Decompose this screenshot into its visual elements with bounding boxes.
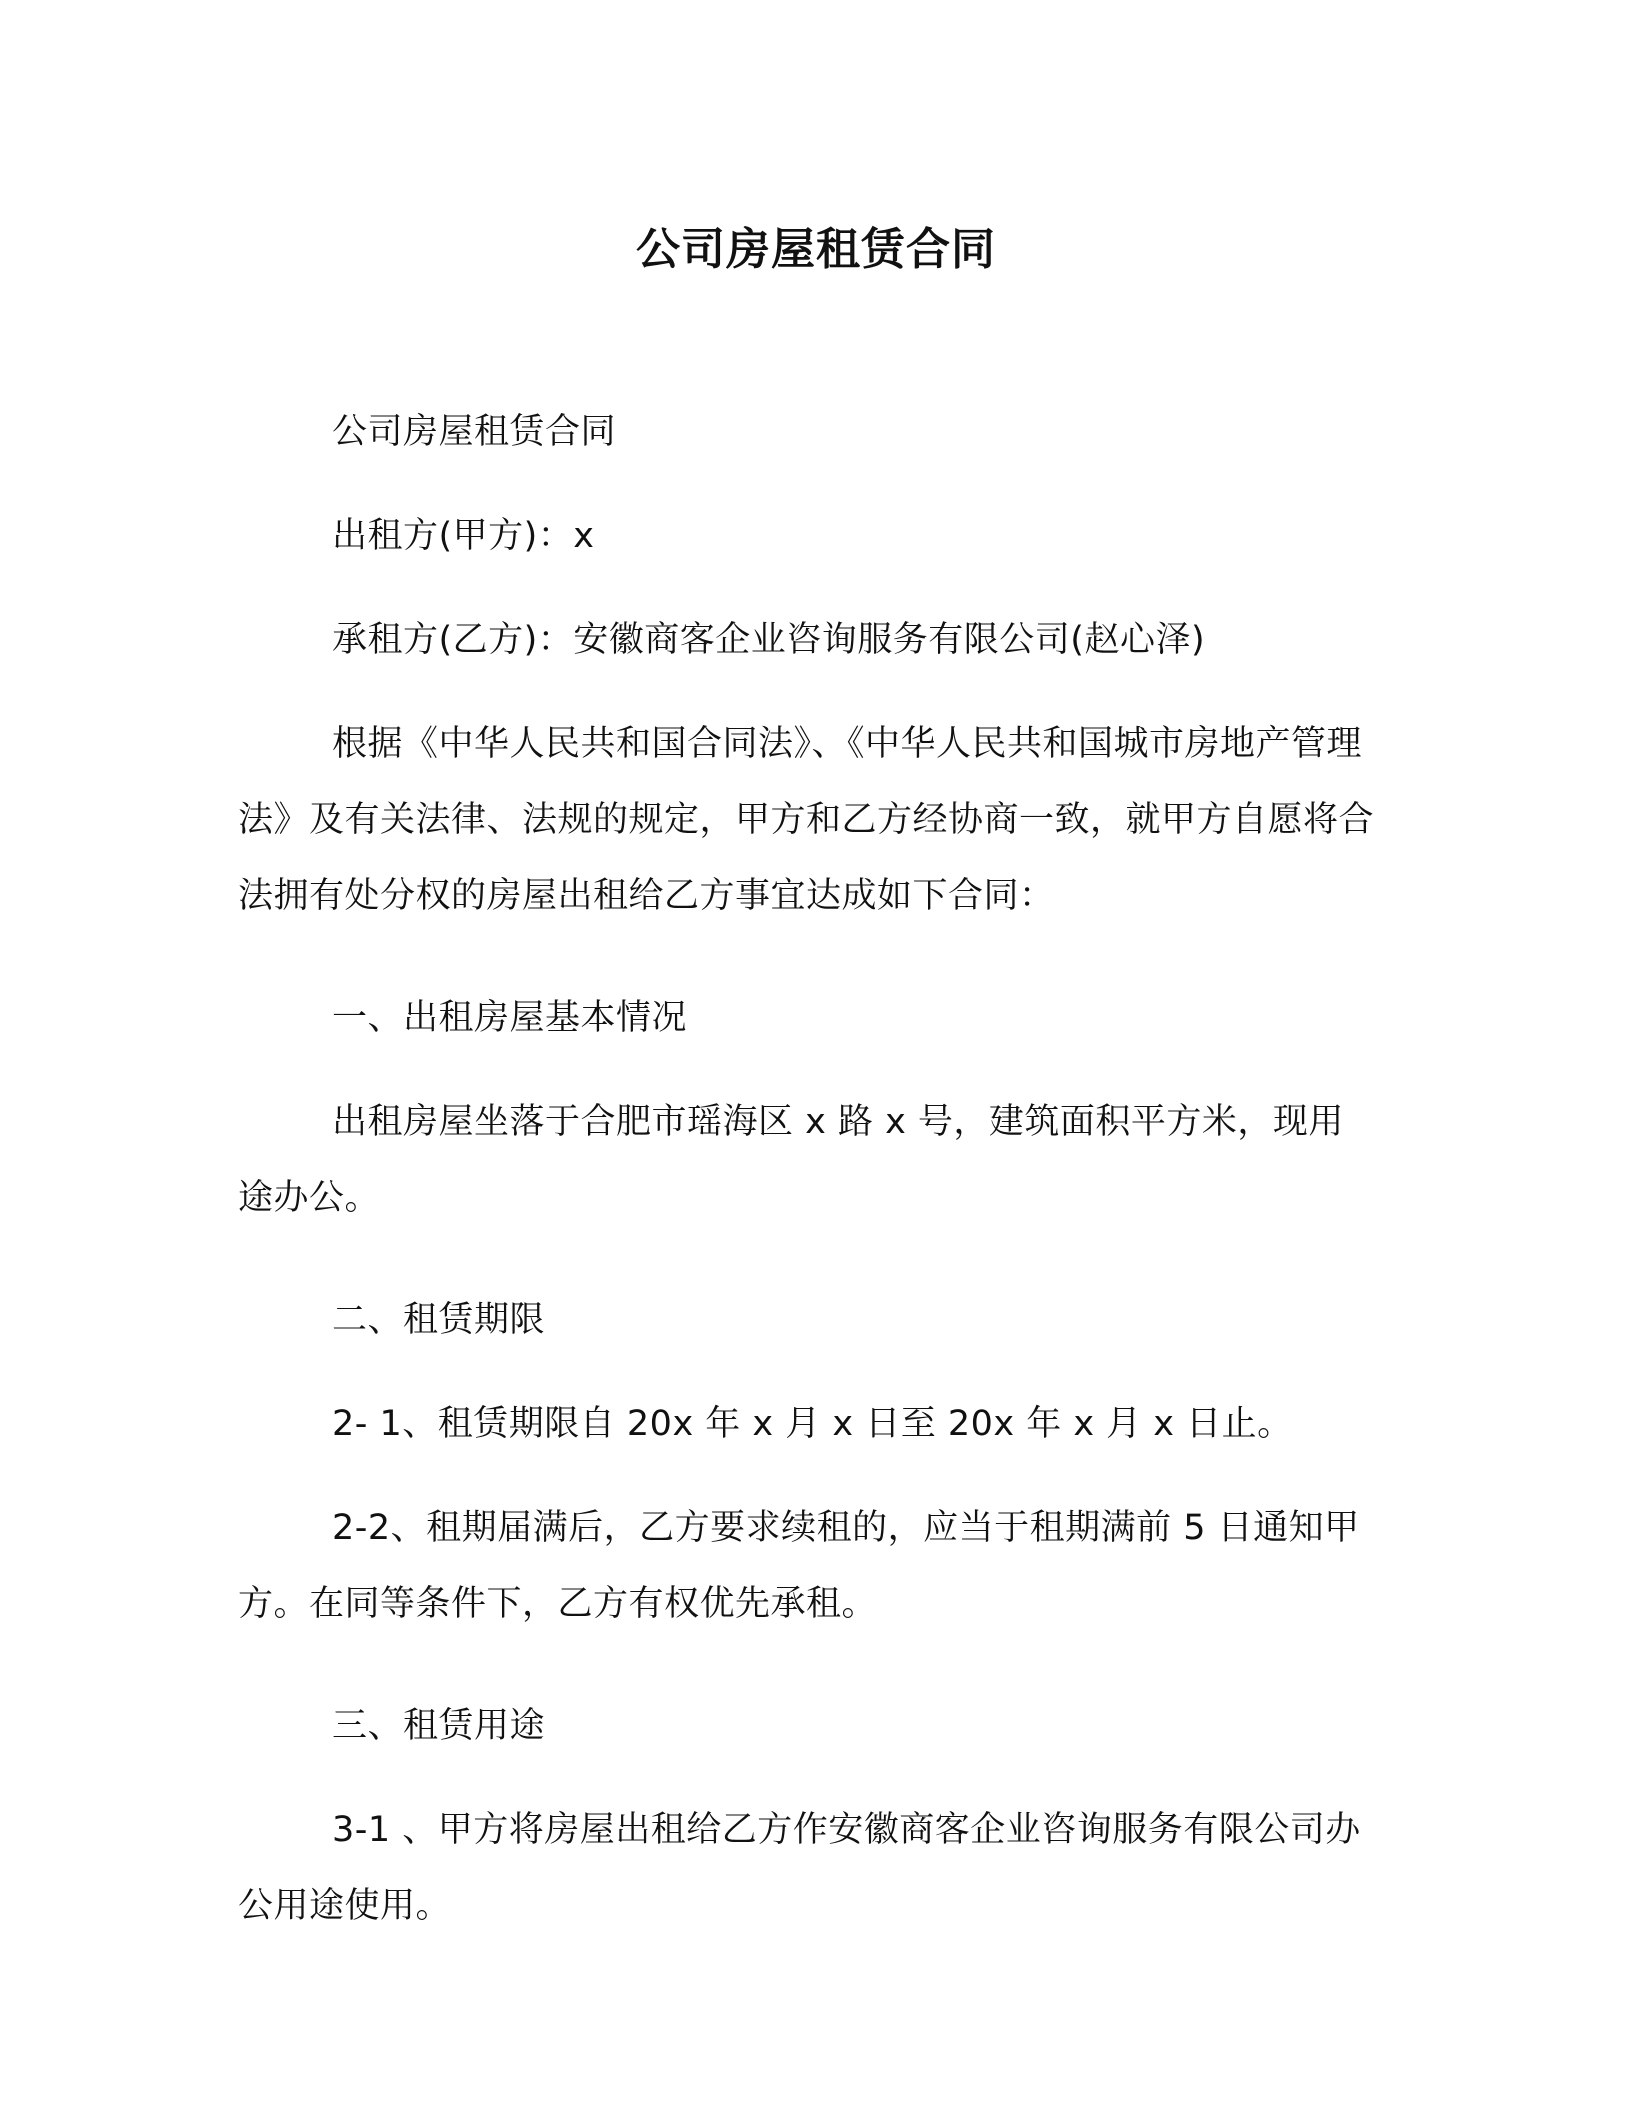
clause-2-2: 2-2、租期届满后，乙方要求续租的，应当于租期满前 5 日通知甲方。在同等条件下，乙方有权优先承租。 (238, 1508, 1360, 1624)
section-heading-2: 二、租赁期限 (332, 1300, 546, 1340)
section-heading-3: 三、租赁用途 (332, 1706, 546, 1746)
paragraph-property-location: 出租房屋坐落于合肥市瑶海区 x 路 x 号，建筑面积平方米，现用途办公。 (238, 1102, 1344, 1218)
clause-2-1: 2- 1、租赁期限自 20x 年 x 月 x 日至 20x 年 x 月 x 日止。 (332, 1404, 1293, 1444)
paragraph-contract-name: 公司房屋租赁合同 (332, 412, 617, 452)
clause-3-1: 3-1 、甲方将房屋出租给乙方作安徽商客企业咨询服务有限公司办公用途使用。 (238, 1810, 1361, 1926)
section-heading-1: 一、出租房屋基本情况 (332, 998, 688, 1038)
document-body (238, 394, 1378, 1990)
document-title: 公司房屋租赁合同 (636, 224, 996, 275)
paragraph-preamble: 根据《中华人民共和国合同法》、《中华人民共和国城市房地产管理法》及有关法律、法规的规定，甲方和乙方经协商一致，就甲方自愿将合法拥有处分权的房屋出租给乙方事宜达成如下合同： (238, 724, 1375, 916)
paragraph-lessee: 承租方(乙方)：安徽商客企业咨询服务有限公司(赵心泽) (332, 620, 1206, 660)
paragraph-lessor: 出租方(甲方)：x (332, 516, 595, 556)
